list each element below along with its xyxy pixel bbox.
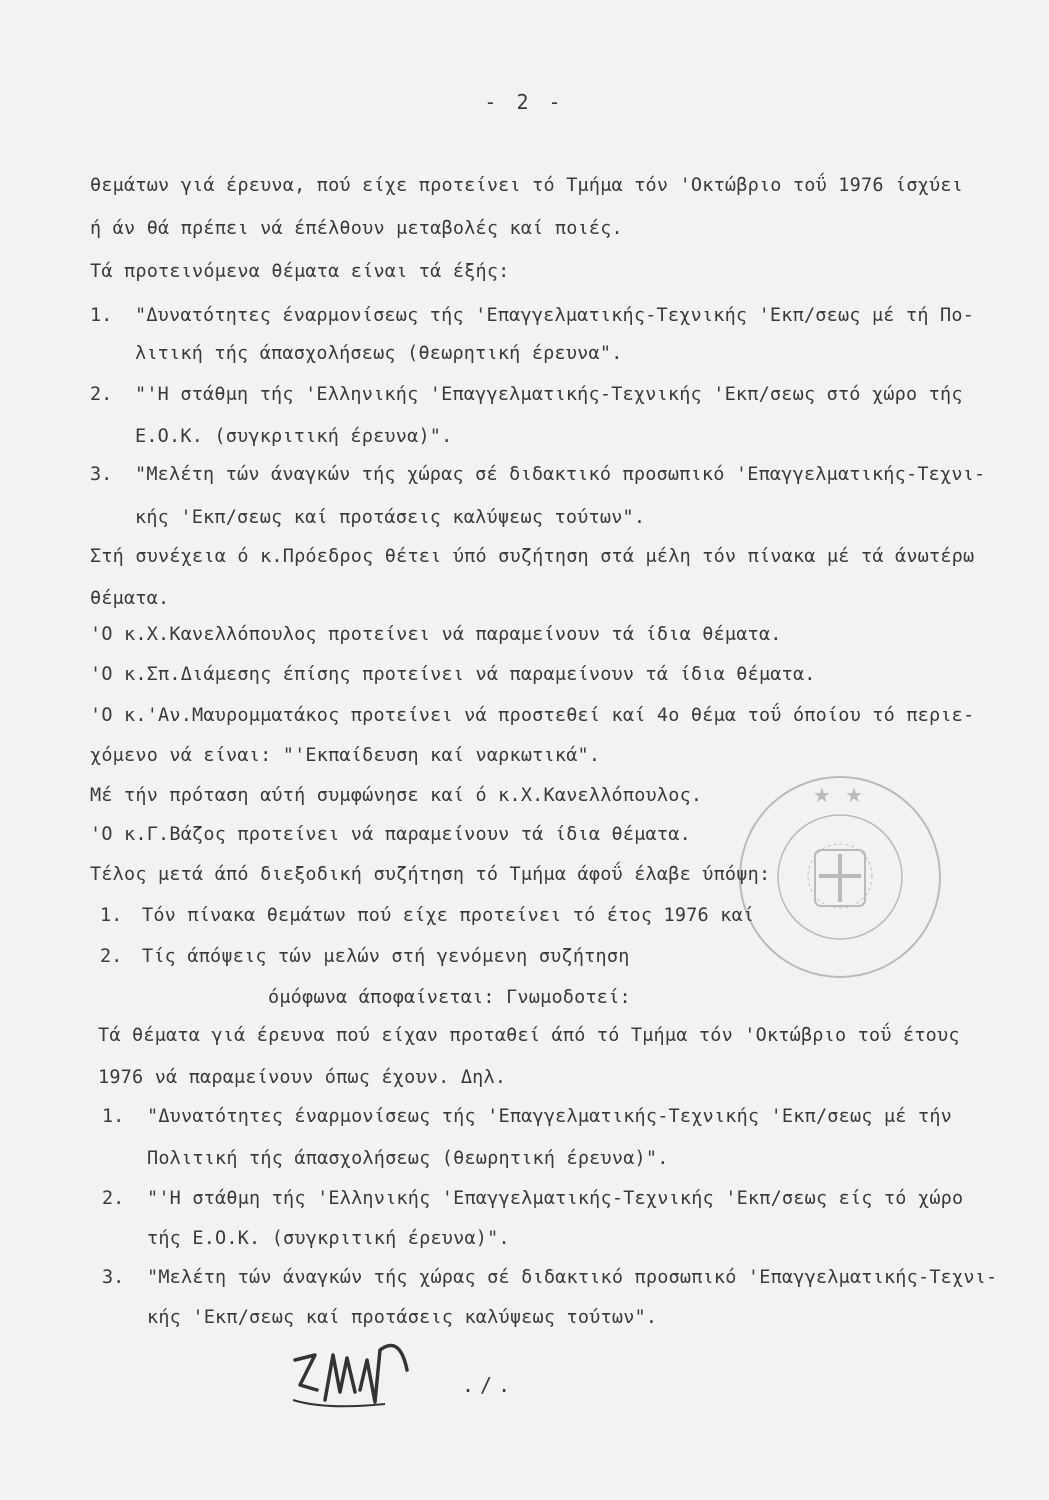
list-number: 3. — [90, 464, 113, 485]
text-line: Πολιτική τής άπασχολήσεως (θεωρητική έρευνα)". — [147, 1148, 669, 1169]
text-line: 'Ο κ.'Αν.Μαυρομματάκος προτείνει νά προστεθεί καί 4ο θέμα τοΰ όποίου τό περιε- — [90, 705, 975, 726]
list-number: 2. — [90, 384, 113, 405]
text-line: 'Ο κ.Χ.Κανελλόπουλος προτείνει νά παραμείνουν τά ίδια θέματα. — [90, 624, 782, 645]
text-line: κής 'Εκπ/σεως καί προτάσεις καλύψεως τούτων". — [135, 507, 646, 528]
text-line: θέματα. — [90, 588, 170, 609]
list-number: 2. — [100, 946, 123, 967]
text-line: θεμάτων γιά έρευνα, πού είχε προτείνει τό Τμήμα τόν 'Οκτώβριο τοΰ 1976 ίσχύει — [90, 175, 964, 196]
svg-text:★ ★: ★ ★ — [812, 783, 868, 807]
text-line: Τέλος μετά άπό διεξοδική συζήτηση τό Τμήμα άφοΰ έλαβε ύπόψη: — [90, 864, 771, 885]
list-number: 1. — [102, 1106, 125, 1127]
text-line: τής Ε.Ο.Κ. (συγκριτική έρευνα)". — [147, 1228, 510, 1249]
text-line: Ε.Ο.Κ. (συγκριτική έρευνα)". — [135, 426, 453, 447]
continuation-mark: ./. — [462, 1373, 517, 1397]
official-stamp — [735, 772, 945, 982]
text-line: "Δυνατότητες έναρμονίσεως τής 'Επαγγελματικής-Τεχνικής 'Εκπ/σεως μέ τήν — [147, 1106, 952, 1127]
text-line: κής 'Εκπ/σεως καί προτάσεις καλύψεως τούτων". — [147, 1307, 658, 1328]
text-line: Μέ τήν πρόταση αύτή συμφώνησε καί ό κ.Χ.Κανελλόπουλος. — [90, 785, 703, 806]
text-line: "Μελέτη τών άναγκών τής χώρας σέ διδακτικό προσωπικό 'Επαγγελματικής-Τεχνι- — [135, 464, 986, 485]
page-number: - 2 - — [484, 90, 565, 114]
list-number: 1. — [90, 305, 113, 326]
decision-heading: όμόφωνα άποφαίνεται: Γνωμοδοτεί: — [268, 987, 631, 1008]
text-line: "Μελέτη τών άναγκών τής χώρας σέ διδακτικό προσωπικό 'Επαγγελματικής-Τεχνι- — [147, 1267, 998, 1288]
text-line: 'Ο κ.Σπ.Διάμεσης έπίσης προτείνει νά παραμείνουν τά ίδια θέματα. — [90, 664, 816, 685]
text-line: "'Η στάθμη τής 'Ελληνικής 'Επαγγελματικής-Τεχνικής 'Εκπ/σεως είς τό χώρο — [147, 1188, 964, 1209]
text-line: Τά προτεινόμενα θέματα είναι τά έξής: — [90, 261, 510, 282]
signature-scribble — [285, 1330, 425, 1420]
text-line: 1976 νά παραμείνουν όπως έχουν. Δηλ. — [98, 1067, 507, 1088]
list-number: 3. — [102, 1267, 125, 1288]
text-line: Τόν πίνακα θεμάτων πού είχε προτείνει τό έτος 1976 καί — [142, 905, 755, 926]
text-line: ή άν θά πρέπει νά έπέλθουν μεταβολές καί ποιές. — [90, 218, 623, 239]
text-line: Τά θέματα γιά έρευνα πού είχαν προταθεί άπό τό Τμήμα τόν 'Οκτώβριο τοΰ έτους — [98, 1025, 960, 1046]
text-line: λιτική τής άπασχολήσεως (θεωρητική έρευνα". — [135, 343, 623, 364]
text-line: Τίς άπόψεις τών μελών στή γενόμενη συζήτηση — [142, 946, 630, 967]
text-line: 'Ο κ.Γ.Βάζος προτείνει νά παραμείνουν τά ίδια θέματα. — [90, 824, 691, 845]
text-line: χόμενο νά είναι: "'Εκπαίδευση καί ναρκωτικά". — [90, 745, 601, 766]
text-line: "Δυνατότητες έναρμονίσεως τής 'Επαγγελματικής-Τεχνικής 'Εκπ/σεως μέ τή Πο- — [135, 305, 975, 326]
text-line: Στή συνέχεια ό κ.Πρόεδρος θέτει ύπό συζήτηση στά μέλη τόν πίνακα μέ τά άνωτέρω — [90, 546, 975, 567]
list-number: 2. — [102, 1188, 125, 1209]
list-number: 1. — [100, 905, 123, 926]
text-line: "'Η στάθμη τής 'Ελληνικής 'Επαγγελματικής-Τεχνικής 'Εκπ/σεως στό χώρο τής — [135, 384, 963, 405]
